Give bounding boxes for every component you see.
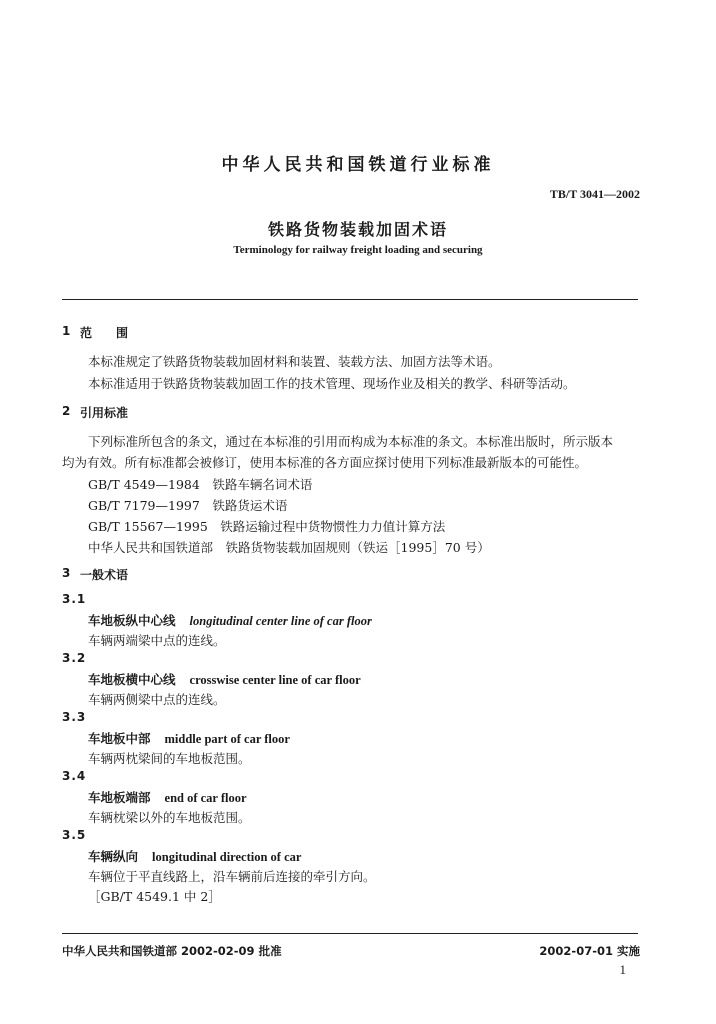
term-english: middle part of car floor — [164, 732, 290, 746]
document-title-english: Terminology for railway freight loading and securing — [233, 244, 483, 256]
section-2-paragraph-line-2: 均为有效。所有标准都会被修订，使用本标准的各方面应探讨使用下列标准最新版本的可能性。 — [62, 455, 588, 470]
standard-code: TB/T 3041—2002 — [549, 187, 640, 201]
reference-item: GB/T 7179—1997 铁路货运术语 — [88, 498, 288, 513]
term-definition: 车辆位于平直线路上，沿车辆前后连接的牵引方向。 — [88, 869, 376, 884]
section-1-number: 1 — [62, 324, 72, 338]
section-1-paragraph-1: 本标准规定了铁路货物装载加固材料和装置、装载方法、加固方法等术语。 — [88, 354, 501, 369]
section-3-title: 一般术语 — [80, 568, 129, 582]
footer-divider — [62, 933, 638, 934]
header-divider — [62, 299, 638, 300]
section-3-number: 3 — [62, 566, 72, 580]
page-number: 1 — [619, 962, 626, 977]
section-2-title: 引用标准 — [80, 406, 129, 420]
term-english: end of car floor — [164, 791, 247, 805]
term-definition: 车辆两端梁中点的连线。 — [88, 633, 226, 648]
term-number: 3.5 — [62, 828, 87, 842]
reference-item: GB/T 15567—1995 铁路运输过程中货物惯性力力值计算方法 — [88, 519, 446, 534]
term-english: longitudinal center line of car floor — [189, 614, 372, 628]
term-chinese: 车辆纵向 — [88, 849, 139, 864]
term-definition: 车辆两侧梁中点的连线。 — [88, 692, 226, 707]
term-number: 3.1 — [62, 592, 87, 606]
section-1-paragraph-2: 本标准适用于铁路货物装载加固工作的技术管理、现场作业及相关的教学、科研等活动。 — [88, 376, 576, 391]
term-definition: 车辆两枕梁间的车地板范围。 — [88, 751, 251, 766]
term-chinese: 车地板中部 — [88, 731, 151, 746]
document-title: 铁路货物装载加固术语 — [267, 220, 448, 239]
standard-category: 中华人民共和国铁道行业标准 — [221, 155, 495, 175]
section-2-paragraph-line-1: 下列标准所包含的条文，通过在本标准的引用而构成为本标准的条文。本标准出版时，所示版本 — [88, 434, 614, 449]
term-chinese: 车地板纵中心线 — [88, 613, 176, 628]
section-1-title: 范 围 — [80, 326, 129, 340]
term-number: 3.2 — [62, 651, 87, 665]
term-chinese: 车地板端部 — [88, 790, 151, 805]
section-2-number: 2 — [62, 404, 72, 418]
effective-date: 2002-07-01 实施 — [539, 944, 640, 958]
term-definition: 车辆枕梁以外的车地板范围。 — [88, 810, 251, 825]
reference-item: GB/T 4549—1984 铁路车辆名词术语 — [88, 477, 313, 492]
term-heading — [88, 670, 361, 688]
approval-line: 中华人民共和国铁道部 2002-02-09 批准 — [62, 944, 282, 958]
term-reference-note: ［GB/T 4549.1 中 2］ — [88, 889, 221, 904]
term-heading — [88, 847, 301, 865]
term-heading — [88, 611, 372, 629]
term-english: crosswise center line of car floor — [189, 673, 361, 687]
term-number: 3.4 — [62, 769, 87, 783]
term-number: 3.3 — [62, 710, 87, 724]
term-heading — [88, 788, 247, 806]
term-english: longitudinal direction of car — [152, 850, 302, 864]
term-chinese: 车地板横中心线 — [88, 672, 176, 687]
reference-item: 中华人民共和国铁道部 铁路货物装载加固规则（铁运［1995］70 号） — [88, 540, 490, 555]
term-heading — [88, 729, 290, 747]
